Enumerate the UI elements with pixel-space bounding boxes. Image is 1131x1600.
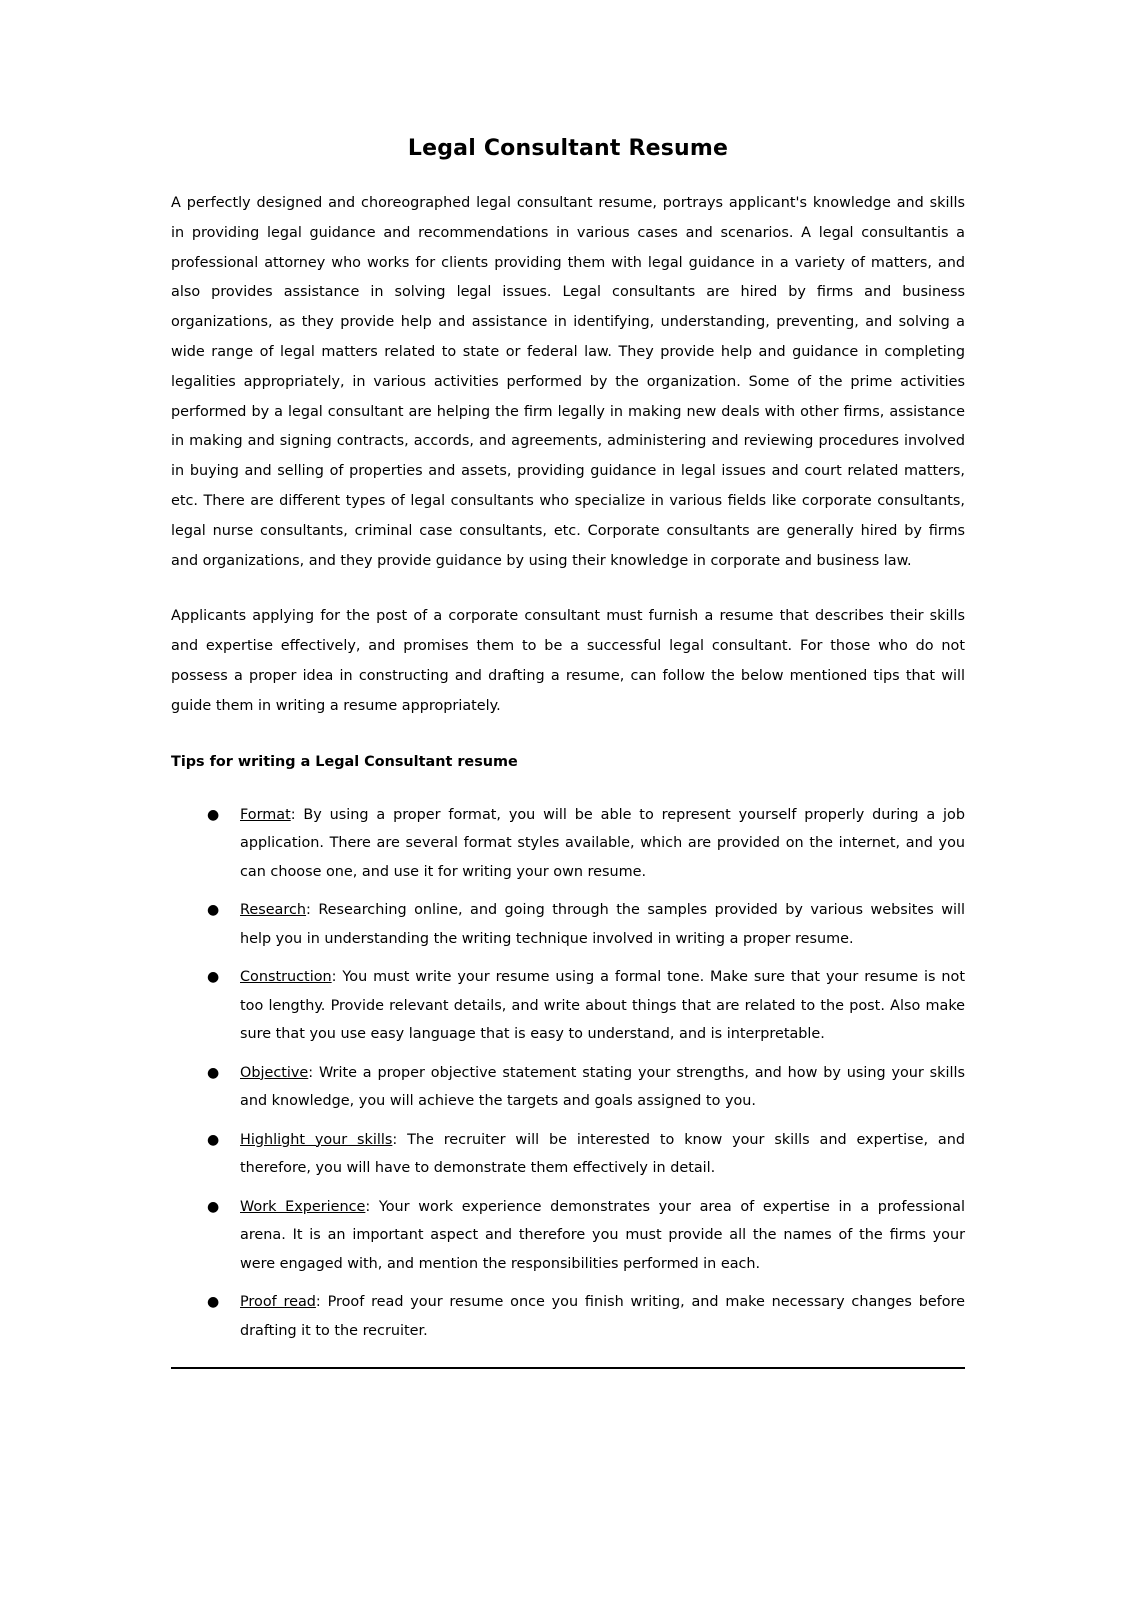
tip-label: Proof read xyxy=(240,1294,316,1311)
tip-text: : You must write your resume using a formal tone. Make sure that your resume is not too lengthy. Provide relevant details, and write about things that are related to the post. Also make sure that you use easy language that is easy to understand, and is interpretable. xyxy=(240,969,965,1043)
tip-text: : Researching online, and going through the samples provided by various websites will help you in understanding the writing technique involved in writing a proper resume. xyxy=(240,902,965,947)
footer-divider xyxy=(171,1367,965,1369)
tips-heading: Tips for writing a Legal Consultant resume xyxy=(171,753,518,770)
tip-label: Construction xyxy=(240,969,332,986)
tip-label: Objective xyxy=(240,1064,309,1081)
tip-label: Highlight your skills xyxy=(240,1131,393,1148)
bullet-icon: ● xyxy=(207,806,220,823)
tip-proof-read xyxy=(171,1288,965,1345)
tip-label: Format xyxy=(240,806,291,823)
bullet-icon: ● xyxy=(207,1294,220,1311)
bullet-icon: ● xyxy=(207,1131,220,1148)
tip-text: : By using a proper format, you will be able to represent yourself properly during a job application. There are several format styles available, which are provided on the internet, and you can choose one, and use it for writing your own resume. xyxy=(240,806,965,880)
applicants-paragraph: Applicants applying for the post of a corporate consultant must furnish a resume that describes their skills and expertise effectively, and promises them to be a successful legal consultant. For those who do not possess a proper idea in constructing and drafting a resume, can follow the below mentioned tips that will guide them in writing a resume appropriately. xyxy=(171,608,965,714)
tip-text: : The recruiter will be interested to know your skills and expertise, and therefore, you will have to demonstrate them effectively in detail. xyxy=(240,1131,965,1177)
tip-text: : Write a proper objective statement stating your strengths, and how by using your skills and knowledge, you will achieve the targets and goals assigned to you. xyxy=(240,1064,965,1110)
tips-list xyxy=(171,801,965,1346)
bullet-icon: ● xyxy=(207,902,220,919)
tip-highlight-skills xyxy=(171,1126,965,1183)
intro-paragraph: A perfectly designed and choreographed legal consultant resume, portrays applicant's knowledge and skills in providing legal guidance and recommendations in various cases and scenarios. A legal consultantis a professional attorney who works for clients providing them with legal guidance in a variety of matters, and also provides assistance in solving legal issues. Legal consultants are hired by firms and business organizations, as they provide help and assistance in identifying, understanding, preventing, and solving a wide range of legal matters related to state or federal law. They provide help and guidance in completing legalities appropriately, in various activities performed by the organization. Some of the prime activities performed by a legal consultant are helping the firm legally in making new deals with other firms, assistance in making and signing contracts, accords, and agreements, administering and reviewing procedures involved in buying and selling of properties and assets, providing guidance in legal issues and court related matters, etc. There are different types of legal consultants who specialize in various fields like corporate consultants, legal nurse consultants, criminal case consultants, etc. Corporate consultants are generally hired by firms and organizations, and they provide guidance by using their knowledge in corporate and business law. xyxy=(171,195,965,569)
tip-objective xyxy=(171,1059,965,1116)
tip-format xyxy=(171,801,965,887)
page-title: Legal Consultant Resume xyxy=(407,136,729,161)
tip-label: Research xyxy=(240,902,307,919)
bullet-icon: ● xyxy=(207,1064,220,1081)
tip-text: : Proof read your resume once you finish writing, and make necessary changes before drafting it to the recruiter. xyxy=(240,1294,966,1339)
document-page xyxy=(171,133,965,1377)
tip-label: Work Experience xyxy=(240,1198,366,1215)
bullet-icon: ● xyxy=(207,1198,220,1215)
tip-work-experience xyxy=(171,1193,965,1279)
tip-research xyxy=(171,896,965,953)
bullet-icon: ● xyxy=(207,969,220,986)
tip-text: : Your work experience demonstrates your area of expertise in a professional arena. It is an important aspect and therefore you must provide all the names of the firms your were engaged with, and mention the responsibilities performed in each. xyxy=(240,1198,965,1272)
tip-construction xyxy=(171,963,965,1049)
